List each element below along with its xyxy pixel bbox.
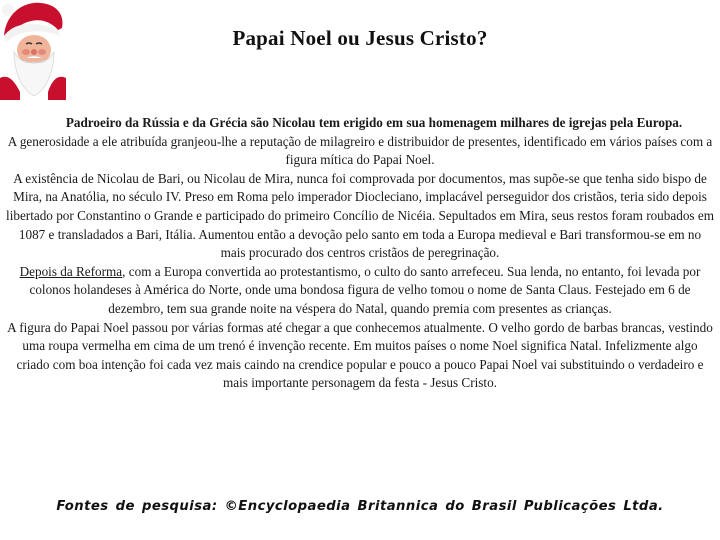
paragraph: A generosidade a ele atribuída granjeou-lhe a reputação de milagreiro e distribuidor de presentes, identificado em vários países com a figura mítica do Papai Noel. <box>7 133 713 168</box>
page-title: Papai Noel ou Jesus Cristo? <box>232 26 488 50</box>
sources-footer: Fontes de pesquisa: ©Encyclopaedia Britannica do Brasil Publicações Ltda. <box>56 499 664 514</box>
paragraph-text: , com a Europa convertida ao protestantismo, o culto do santo arrefeceu. Sua lenda, no entanto, foi levada por colonos holandeses à América do Norte, onde uma bondosa figura de velho tomou o nome de Santa Claus. Festejado em 6 de dezembro, tem sua grande noite na véspera do Natal, quando premia com presentes as crianças. <box>29 263 701 316</box>
santa-claus-illustration <box>0 0 66 100</box>
paragraph: A existência de Nicolau de Bari, ou Nicolau de Mira, nunca foi comprovada por documentos, mas supõe-se que tenha sido bispo de Mira, na Anatólia, no século IV. Preso em Roma pelo imperador Diocleciano, implacável perseguidor dos cristãos, teria sido depois libertado por Constantino o Grande e participado do primeiro Concílio de Nicéia. Sepultados em Mira, seus restos foram roubados em 1087 e transladados a Bari, Itália. Aumentou então a devoção pelo santo em toda a Europa medieval e Bari transformou-se em no mais procurado dos centros cristãos de peregrinação. <box>6 170 714 261</box>
article-body <box>6 114 714 393</box>
paragraph <box>6 263 714 319</box>
paragraph: A figura do Papai Noel passou por várias formas até chegar a que conhecemos atualmente. O velho gordo de barbas brancas, vestindo uma roupa vermelha em cima de um trenó é invenção recente. Em muitos países o nome Noel significa Natal. Infelizmente algo criado com boa intenção foi cada vez mais caindo na crendice popular e pouco a pouco Papai Noel vai substituindo o verdadeiro e mais importante personagem da festa - Jesus Cristo. <box>7 319 713 391</box>
lead-paragraph: Padroeiro da Rússia e da Grécia são Nicolau tem erigido em sua homenagem milhares de igrejas pela Europa. <box>65 115 683 130</box>
reform-link[interactable]: Depois da Reforma <box>19 263 123 279</box>
